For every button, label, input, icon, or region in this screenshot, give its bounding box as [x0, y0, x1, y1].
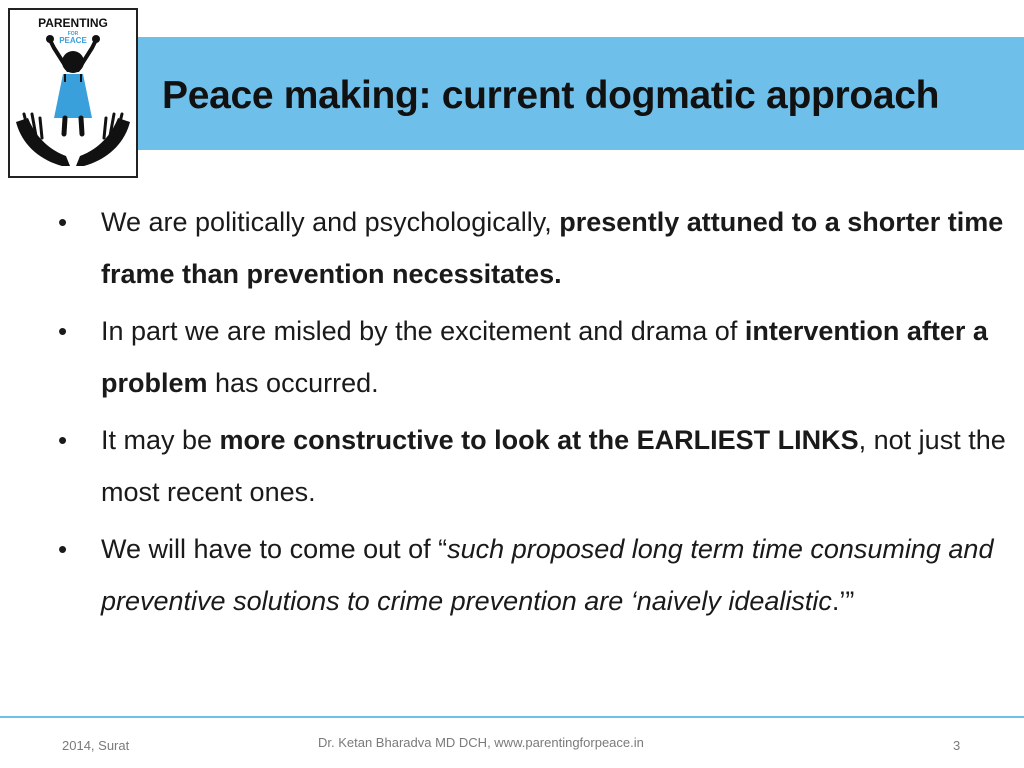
bullet-list [58, 196, 1008, 632]
bullet-text: We are politically and psychologically, [101, 207, 560, 237]
bullet-marker: • [58, 316, 68, 346]
bullet-text: It may be [101, 425, 220, 455]
bullet-marker: • [58, 425, 68, 455]
footer-divider [0, 716, 1024, 718]
bullet-text: , not just the most recent ones. [101, 425, 1006, 507]
logo-text-parenting: PARENTING [38, 16, 108, 30]
parenting-for-peace-logo [8, 8, 138, 178]
slide-title: Peace making: current dogmatic approach [162, 74, 940, 117]
bullet-text: .’” [831, 586, 855, 616]
logo-text-for: FOR [67, 31, 79, 37]
bullet-item [58, 414, 1008, 518]
bullet-bold-text: intervention after a problem [101, 316, 988, 398]
bullet-item [58, 523, 1008, 627]
child-figure-icon [46, 35, 100, 134]
hands-icon [16, 114, 130, 166]
bullet-text: In part we are misled by the excitement and drama of [101, 316, 745, 346]
bullet-bold-text: more constructive to look at the EARLIEST LINKS [219, 425, 859, 455]
bullet-text: has occurred. [207, 368, 379, 398]
bullet-item [58, 305, 1008, 409]
footer-date-location: 2014, Surat [62, 738, 130, 753]
bullet-item [58, 196, 1008, 300]
bullet-marker: • [58, 534, 68, 564]
logo-text-peace: PEACE [59, 36, 87, 45]
footer-author: Dr. Ketan Bharadva MD DCH, www.parentingforpeace.in [318, 735, 644, 750]
bullet-text: We will have to come out of “ [101, 534, 448, 564]
slide-number: 3 [953, 738, 961, 753]
bullet-bold-text: presently attuned to a shorter time frame than prevention necessitates. [101, 207, 1004, 289]
bullet-marker: • [58, 207, 68, 237]
bullet-italic-text: such proposed long term time consuming and preventive solutions to crime prevention are ‘naively idealistic [101, 534, 994, 616]
